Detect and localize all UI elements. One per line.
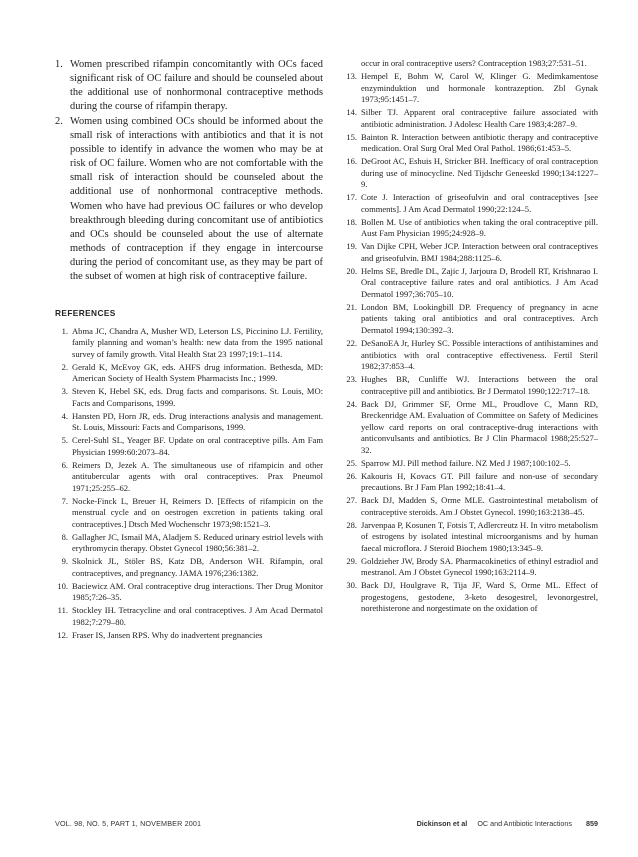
reference-number: 5. [61, 435, 68, 446]
reference-item [340, 495, 598, 518]
right-column [340, 58, 598, 616]
reference-number: 7. [61, 495, 68, 506]
reference-number: 29. [346, 555, 357, 566]
reference-text: Back DJ, Grimmer SF, Orme ML, Proudlove C, Mann RD, Breckenridge AM. Evaluation of Committee on Safety of Medicines yellow card reports on oral contraceptive-drug interactions with anticonvulsants and antibiotics. Br J Clin Pharmacol 1988;25:527–32. [361, 398, 598, 455]
references-list-left [55, 326, 323, 642]
reference-text: Helms SE, Bredle DL, Zajic J, Jarjoura D, Brodell RT, Krishnarao I. Oral contraceptive failure rates and oral antibiotics. J Am Acad Dermatol 1997;36:705–10. [361, 265, 598, 299]
reference-number: 20. [346, 265, 357, 276]
recommendation-item [55, 115, 323, 285]
reference-item [55, 435, 323, 458]
reference-text: Hughes BR, Cunliffe WJ. Interactions between the oral contraceptive pill and antibiotics. Br J Dermatol 1990;122:717–18. [361, 374, 598, 396]
reference-text: Silber TJ. Apparent oral contraceptive failure associated with antibiotic administration. J Adolesc Health Care 1983;4:287–9. [361, 107, 598, 129]
reference-number: 27. [346, 495, 357, 506]
reference-number: 11. [57, 605, 68, 616]
reference-item [55, 605, 323, 628]
reference-item [55, 411, 323, 434]
reference-number: 18. [346, 216, 357, 227]
reference-number: 24. [346, 398, 357, 409]
reference-number: 30. [346, 580, 357, 591]
reference-item [340, 132, 598, 155]
page-number: 859 [586, 819, 598, 828]
reference-text: Cerel-Suhl SL, Yeager BF. Update on oral contraceptive pills. Am Fam Physician 1999:60:2073–84. [72, 435, 323, 457]
reference-item [55, 630, 323, 642]
reference-item [55, 496, 323, 531]
reference-text: Back DJ, Houlgrave R, Tija JF, Ward S, Orme ML. Effect of progestogens, gestodene, 3-keto desogestrel, levonorgestrel, norethisterone and norgestimate on the oxidation of [361, 580, 598, 614]
reference-number: 23. [346, 374, 357, 385]
footer-authors: Dickinson et al [416, 819, 468, 828]
reference-item [340, 338, 598, 373]
reference-text: Back DJ, Madden S, Orme MLE. Gastrointestinal metabolism of contraceptive steroids. Am J Obstet Gynecol. 1990;163:2138–45. [361, 495, 598, 517]
reference-text: Hansten PD, Horn JR, eds. Drug interactions analysis and management. St. Louis, Missouri: Facts and Comparisons, 1999. [72, 410, 323, 433]
reference-item [340, 241, 598, 264]
reference-item [340, 458, 598, 470]
reference-item [340, 192, 598, 215]
recommendation-text: Women prescribed rifampin concomitantly with OCs faced significant risk of OC failure and should be counseled about the additional use of nonhormonal contraceptive methods during the course of rifampin therapy. [70, 59, 323, 113]
reference-item [340, 266, 598, 301]
reference-item [340, 374, 598, 397]
reference-number: 21. [346, 301, 357, 312]
reference-number: 2. [61, 361, 68, 372]
reference-text: Fraser IS, Jansen RPS. Why do inadvertent pregnancies [72, 629, 263, 640]
reference-item [55, 386, 323, 409]
reference-text: DeSanoEA Jr, Hurley SC. Possible interactions of antihistamines and antibiotics with oral contraceptive effectiveness. Fertil Steril 1982;37:853–4. [361, 337, 598, 372]
journal-issue: VOL. 98, NO. 5, PART 1, NOVEMBER 2001 [55, 819, 202, 828]
reference-number: 25. [346, 457, 357, 468]
reference-text: Baciewicz AM. Oral contraceptive drug interactions. Ther Drug Monitor 1985;7:26–35. [72, 580, 323, 603]
recommendations-list [55, 58, 323, 285]
reference-item [340, 471, 598, 494]
reference-text: Sparrow MJ. Pill method failure. NZ Med J 1987;100:102–5. [361, 457, 571, 468]
references-list-right [340, 58, 598, 615]
reference-text: Van Dijke CPH, Weber JCP. Interaction between oral contraceptives and griseofulvin. BMJ 1984;288:1125–6. [361, 241, 598, 263]
reference-text: Hempel E, Bohm W, Carol W, Klinger G. Medimkamentose enzyminduktion und hormonale kontrazeption. Zbl Gynak 1973;95:1451–7. [361, 70, 598, 105]
reference-text: Abma JC, Chandra A, Musher WD, Leterson LS, Piccinino LJ. Fertility, family planning and woman’s health: new data from the 1995 national survey of family growth. Vital Health Stat 23 1997;19:1–114. [72, 325, 323, 359]
footer-running-title: OC and Antibiotic Interactions [477, 819, 572, 828]
reference-text: Gerald K, McEvoy GK, eds. AHFS drug information. Bethesda, MD: American Society of Health System Pharmacists Inc.; 1999. [72, 361, 323, 384]
reference-number: 8. [61, 531, 68, 542]
reference-continuation [340, 58, 598, 70]
recommendation-number: 2. [55, 115, 63, 127]
reference-text: Gallagher JC, Ismail MA, Aladjem S. Reduced urinary estriol levels with erythromycin therapy. Obstet Gynecol 1980;56:381–2. [72, 531, 323, 554]
reference-number: 13. [346, 70, 357, 81]
recommendation-text: Women using combined OCs should be informed about the small risk of interactions with antibiotics and that it is not possible to identify in advance the women who may be at risk of OC failure. Women who are not comfortable with the small risk of interaction should be counseled about the additional use of nonhormonal contraceptive methods. Women who have had previous OC failures or who develop breakthrough bleeding during concomitant use of antibiotics and OCs should be counseled about the use of alternate methods of contraception if they engage in intercourse during the period of concomitant use, as they may be part of the subset of women at high risk of contraceptive failure. [70, 115, 323, 283]
recommendation-item [55, 58, 323, 115]
reference-item [340, 156, 598, 191]
reference-item [340, 580, 598, 615]
reference-text: Goldzieher JW, Brody SA. Pharmacokinetics of ethinyl estradiol and mestranol. Am J Obstet Gynecol 1990;163:2114–9. [361, 555, 598, 578]
reference-number: 4. [61, 410, 68, 421]
recommendation-number: 1. [55, 59, 63, 70]
reference-item [55, 460, 323, 495]
reference-item [55, 326, 323, 361]
reference-number: 14. [346, 107, 357, 118]
reference-text: Bollen M. Use of antibiotics when taking the oral contraceptive pill. Aust Fam Physician 1995;24:928–9. [361, 216, 598, 239]
reference-text: London BM, Lookingbill DP. Frequency of pregnancy in acne patients taking oral antibiotics and oral contraceptives. Arch Dermatol 1994;130:392–3. [361, 301, 598, 335]
references-heading: REFERENCES [55, 307, 116, 318]
reference-text: Skolnick JL, Stöler BS, Katz DB, Anderson WH. Rifampin, oral contraceptives, and pregnancy. JAMA 1976;236:1382. [72, 556, 323, 578]
reference-text: Steven K, Hebel SK, eds. Drug facts and comparisons. St. Louis, MO: Facts and Comparisons, 1999. [72, 386, 323, 408]
reference-item [55, 362, 323, 385]
reference-item [340, 71, 598, 106]
reference-number: 26. [346, 470, 357, 481]
left-column [55, 58, 323, 643]
reference-text: DeGroot AC, Eshuis H, Stricker BH. Inefficacy of oral contraception during use of minocycline. Ned Tijdschr Geneeskd 1990;134:1227–9. [361, 156, 598, 190]
reference-item [340, 302, 598, 337]
reference-number: 22. [346, 337, 357, 348]
reference-text: occur in oral contraceptive users? Contraception 1983;27:531–51. [361, 58, 587, 68]
reference-number: 16. [346, 156, 357, 167]
reference-item [340, 399, 598, 457]
reference-item [340, 556, 598, 579]
reference-number: 1. [61, 325, 68, 336]
reference-number: 9. [61, 556, 68, 567]
reference-text: Bainton R. Interaction between antibiotic therapy and contraceptive medication. Oral Surg Oral Med Oral Pathol. 1986;61:453–5. [361, 131, 598, 154]
reference-number: 6. [61, 459, 68, 470]
reference-text: Reimers D, Jezek A. The simultaneous use of rifampicin and other antitubercular agents with oral contraceptives. Prax Pneumol 1971;25:255–62. [72, 459, 323, 493]
reference-item [340, 217, 598, 240]
reference-text: Nocke-Finck L, Breuer H, Reimers D. [Effects of rifampicin on the menstrual cycle and on oestrogen excretion in patients taking oral contraceptives.] Dtsch Med Wochenschr 1973;98:1521–3. [72, 495, 323, 529]
reference-text: Cote J. Interaction of griseofulvin and oral contraceptives [see comments]. J Am Acad Dermatol 1990;22:124–5. [361, 192, 598, 214]
reference-number: 10. [57, 580, 68, 591]
reference-text: Jarvenpaa P, Kosunen T, Fotsis T, Adlercreutz H. In vitro metabolism of estrogens by isolated intestinal microorganisms and by human faecal microflora. J Steroid Biochem 1980;13:345–9. [361, 519, 598, 553]
reference-number: 28. [346, 519, 357, 530]
reference-item [55, 556, 323, 579]
reference-item [340, 520, 598, 555]
reference-number: 12. [57, 629, 68, 640]
reference-item [55, 532, 323, 555]
reference-text: Kakouris H, Kovacs GT. Pill failure and non-use of secondary precautions. Br J Fam Plan 1992;18:41–4. [361, 470, 598, 493]
reference-number: 15. [346, 131, 357, 142]
running-header [417, 819, 598, 828]
reference-number: 19. [346, 241, 357, 252]
reference-item [340, 107, 598, 130]
reference-number: 3. [61, 386, 68, 397]
reference-item [55, 581, 323, 604]
reference-number: 17. [346, 192, 357, 203]
reference-text: Stockley IH. Tetracycline and oral contraceptives. J Am Acad Dermatol 1982;7:279–80. [72, 605, 323, 627]
